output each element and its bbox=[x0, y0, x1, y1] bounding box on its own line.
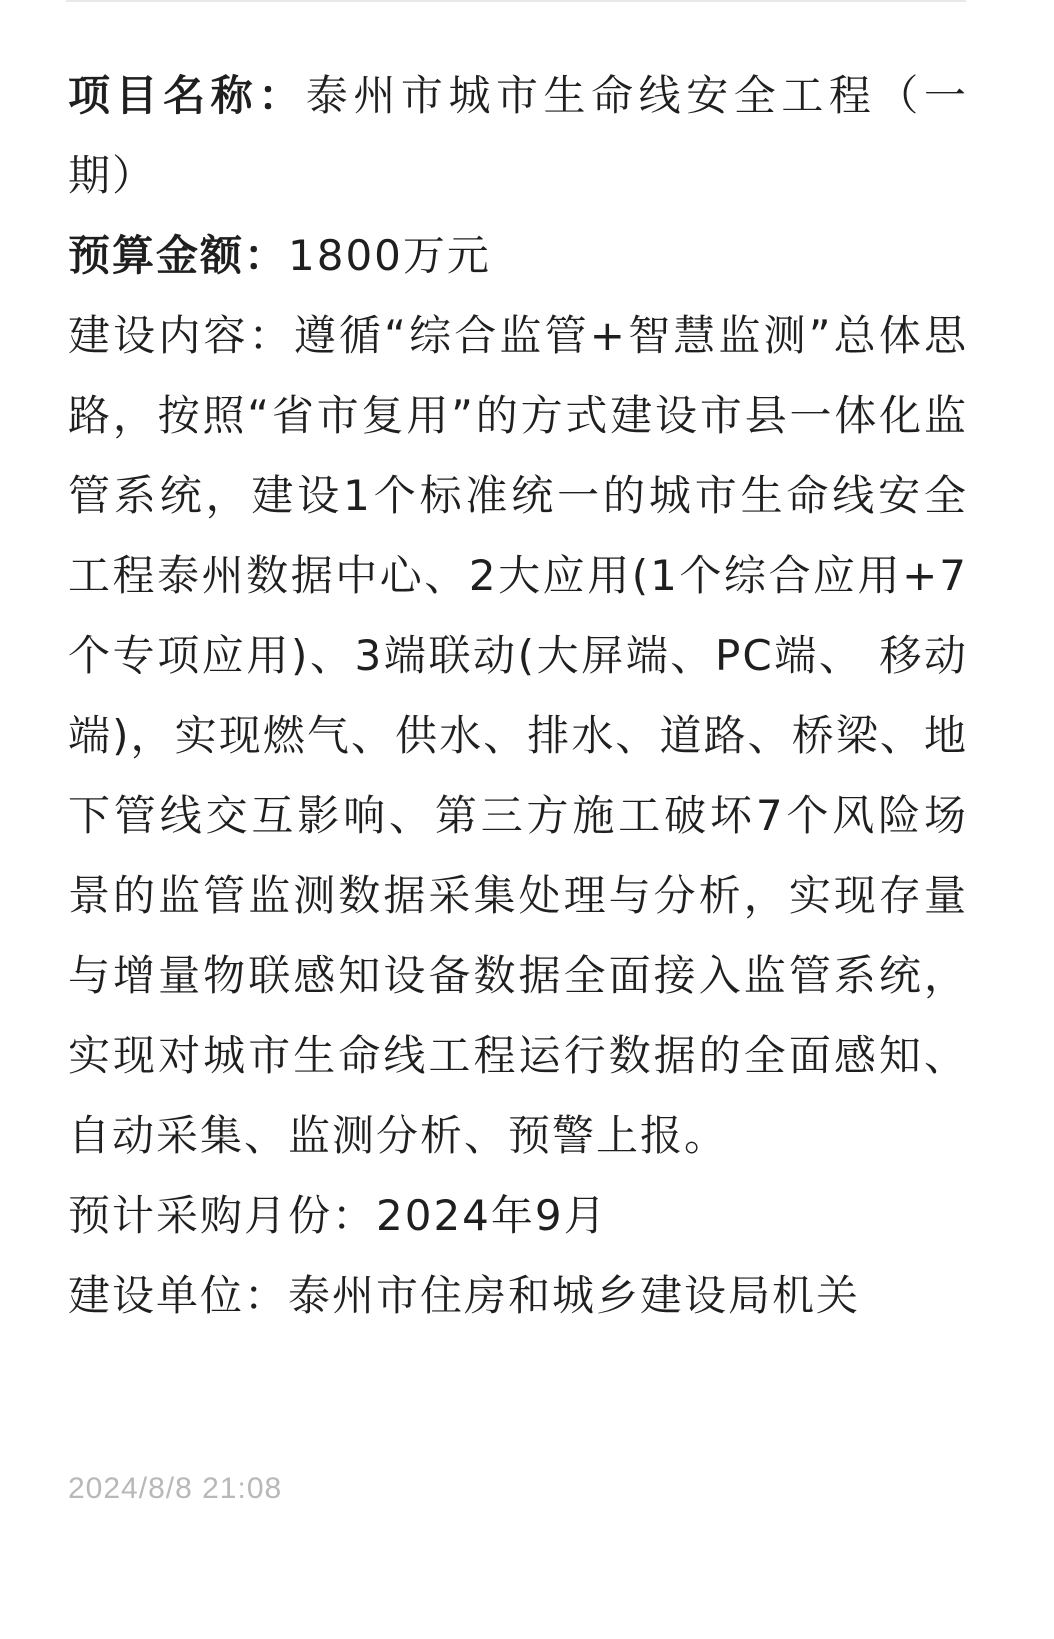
construction-content-row bbox=[68, 296, 968, 1176]
top-divider bbox=[66, 0, 966, 2]
post-timestamp: 2024/8/8 21:08 bbox=[68, 1472, 283, 1505]
project-name-label: 项目名称： bbox=[68, 71, 306, 120]
post-content bbox=[68, 56, 968, 1336]
procurement-month-label: 预计采购月份： bbox=[68, 1191, 377, 1240]
project-name-row bbox=[68, 56, 968, 216]
construction-unit-label: 建设单位： bbox=[68, 1271, 289, 1320]
construction-unit-row bbox=[68, 1256, 968, 1336]
budget-label: 预算金额： bbox=[68, 231, 289, 280]
construction-content-value: 遵循“综合监管+智慧监测”总体思路，按照“省市复用”的方式建设市县一体化监管系统，建设1个标准统一的城市生命线安全工程泰州数据中心、2大应用(1个综合应用+7个专项应用)、3端联动(大屏端、PC端、 移动端)，实现燃气、供水、排水、道路、桥梁、地下管线交互影响、第三方施工破坏7个风险场景的监管监测数据采集处理与分析，实现存量与增量物联感知设备数据全面接入监管系统，实现对城市生命线工程运行数据的全面感知、自动采集、监测分析、预警上报。 bbox=[68, 311, 968, 1160]
project-name-value: 泰州市城市生命线安全工程（一期） bbox=[68, 71, 968, 200]
procurement-month-value: 2024年9月 bbox=[376, 1191, 608, 1240]
budget-row bbox=[68, 216, 968, 296]
construction-content-label: 建设内容： bbox=[68, 311, 294, 360]
budget-value: 1800万元 bbox=[288, 231, 491, 280]
procurement-month-row bbox=[68, 1176, 968, 1256]
construction-unit-value: 泰州市住房和城乡建设局机关 bbox=[288, 1271, 861, 1320]
